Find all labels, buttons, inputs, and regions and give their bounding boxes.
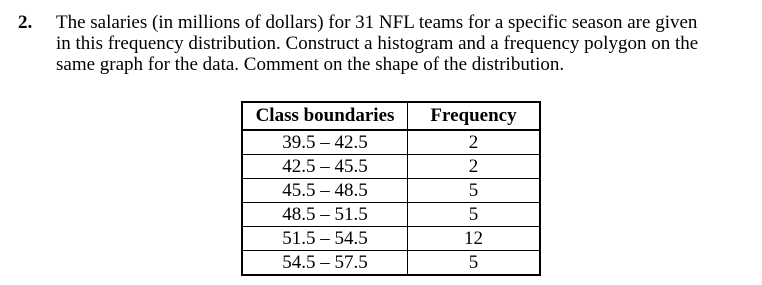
frequency-table: [241, 101, 541, 276]
table-row: [242, 155, 540, 179]
problem-text-line: The salaries (in millions of dollars) for 31 NFL teams for a specific season are given: [56, 12, 698, 33]
class-cell: 48.5 – 51.5: [242, 203, 408, 227]
problem-text-line: in this frequency distribution. Construct a histogram and a frequency polygon on the: [56, 33, 699, 54]
table-row: [242, 203, 540, 227]
header-class-boundaries: Class boundaries: [242, 102, 408, 130]
class-cell: 45.5 – 48.5: [242, 179, 408, 203]
class-cell: 39.5 – 42.5: [242, 130, 408, 155]
table-row: [242, 227, 540, 251]
frequency-cell: 2: [408, 130, 541, 155]
frequency-cell: 2: [408, 155, 541, 179]
header-frequency: Frequency: [408, 102, 541, 130]
frequency-cell: 12: [408, 227, 541, 251]
class-cell: 54.5 – 57.5: [242, 251, 408, 276]
frequency-cell: 5: [408, 251, 541, 276]
table-row: [242, 179, 540, 203]
table-row: [242, 251, 540, 276]
table-row: [242, 130, 540, 155]
table-header-row: [242, 102, 540, 130]
class-cell: 42.5 – 45.5: [242, 155, 408, 179]
frequency-cell: 5: [408, 179, 541, 203]
problem-text: [56, 12, 748, 75]
class-cell: 51.5 – 54.5: [242, 227, 408, 251]
problem-number: 2.: [18, 12, 33, 33]
frequency-cell: 5: [408, 203, 541, 227]
problem-text-line: same graph for the data. Comment on the shape of the distribution.: [56, 54, 565, 75]
